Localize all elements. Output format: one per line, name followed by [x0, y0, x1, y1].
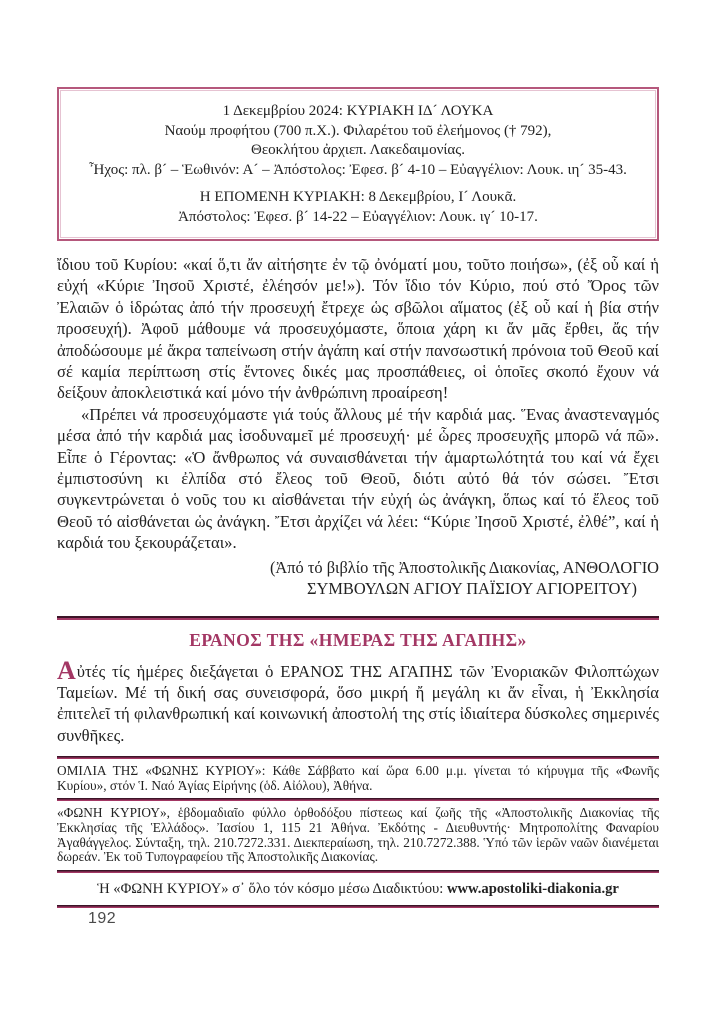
initial-capital: Α: [57, 655, 76, 685]
next-sunday-title: Η ΕΠΟΜΕΝΗ ΚΥΡΙΑΚΗ: 8 Δεκεμβρίου, Ι´ Λουκᾶ.: [199, 189, 517, 205]
article-paragraph-2: «Πρέπει νά προσευχόμαστε γιά τούς ἄλλους μέ τήν καρδιά μας. Ἕνας ἀναστεναγμός μέσα ἀπό τήν καρδιά μας ἰσοδυναμεῖ μέ προσευχή· μέ ὧρες προσευχῆς μπορῶ νά πῶ». Εἶπε ὁ Γέροντας: «Ὁ ἄνθρωπος νά συναισθάνεται τήν ἁμαρτωλότητά του καί νά ἔχει ἐμπιστοσύνη κι ἐλπίδα στό ἔλεος τοῦ Θεοῦ, διότι αὐτό θά τόν σώσει. Ἔτσι συγκεντρώνεται ὁ νοῦς του κι αἰσθάνεται τήν εὐχή ὡς ἀνάγκη, ὅπως καί τό ἔλεος τοῦ Θεοῦ τό αἰσθάνεται ὡς ἀνάγκη. Ἔτσι ἀρχίζει νά λέει: “Κύριε Ἰησοῦ Χριστέ, ἐλθέ”, καί ἡ καρδιά του ξεκουράζεται».: [57, 404, 659, 553]
footer-rule-1: [57, 756, 659, 759]
article-paragraph-1: ἴδιου τοῦ Κυρίου: «καί ὅ,τι ἄν αἰτήσητε ἐν τῷ ὀνόματί μου, τοῦτο ποιήσω», (ἐξ οὗ καί ἡ εὐχή «Κύριε Ἰησοῦ Χριστέ, ἐλέησόν με!»). Τόν ἴδιο τόν Κύριο, πού στό Ὄρος τῶν Ἐλαιῶν ὁ ἱδρώτας ἀπό τήν προσευχή ἔτρεχε ὡς σβῶλοι αἵματος (ἐξ οὗ καί ἡ βία στήν προσευχή). Ἀφοῦ μάθουμε νά προσευχόμαστε, ὅποια χάρη κι ἄν μᾶς ἔρθει, ἄς τήν ἀποδώσουμε μέ ἄκρα ταπείνωση στήν ἀγάπη καί στήν πανσωστική πρόνοια τοῦ Θεοῦ καί σέ καμία περίπτωση στίς ἔντονες δικές μας προσπάθειες, οἱ ὁποῖες σκοπό ἔχουν νά δείξουν ἀποκλειστικά καί μόνο τήν ἀνθρώπινη προαίρεση!: [57, 255, 659, 403]
footer-rule-4: [57, 905, 659, 908]
website-line: [57, 873, 659, 905]
page-content: [57, 0, 659, 908]
eranos-paragraph-text: ὐτές τίς ἡμέρες διεξάγεται ὁ ΕΡΑΝΟΣ ΤΗΣ ΑΓΑΠΗΣ τῶν Ἐνοριακῶν Φιλοπτώχων Ταμείων. Μέ τή δική σας συνεισφορά, ὅσο μικρή ἤ μεγάλη κι ἄν εἶναι, ἡ Ἐκκλησία ἐπιτελεῖ τή φιλανθρωπική καί κοινωνική ἀποστολή της στίς ἰδιαίτερα δύσκολες σημερινές συνθῆκες.: [57, 661, 659, 745]
next-sunday-readings: Ἀπόστολος: Ἐφεσ. β´ 14-22 – Εὐαγγέλιον: Λουκ. ιγ´ 10-17.: [178, 208, 538, 225]
attribution-line-1: (Ἀπό τό βιβλίο τῆς Ἀποστολικῆς Διακονίας, ΑΝΘΟΛΟΓΙΟ: [269, 557, 659, 577]
homily-notice: ΟΜΙΛΙΑ ΤΗΣ «ΦΩΝΗΣ ΚΥΡΙΟΥ»: Κάθε Σάββατο καί ὥρα 6.00 μ.μ. γίνεται τό κήρυγμα τῆς «Φωνῆς Κυρίου», στόν Ἱ. Ναό Ἁγίας Εἰρήνης (ὁδ. Αἰόλου), Ἀθήνα.: [57, 763, 659, 793]
article-body: [57, 254, 659, 600]
eranos-paragraph: [57, 655, 659, 747]
website-url[interactable]: www.apostoliki-diakonia.gr: [446, 880, 619, 897]
section-divider-rule: [57, 616, 659, 620]
attribution-line-2: ΣΥΜΒΟΥΛΩΝ ΑΓΙΟΥ ΠΑΪΣΙΟΥ ΑΓΙΟΡΕΙΤΟΥ): [306, 579, 637, 599]
calendar-saints-line: Ναούμ προφήτου (700 π.Χ.). Φιλαρέτου τοῦ ἐλεήμονος († 792),: [164, 122, 552, 139]
website-line-prefix: Ἡ «ΦΩΝΗ ΚΥΡΙΟΥ» σ᾽ ὅλο τόν κόσμο μέσω Διαδικτύου:: [97, 880, 447, 897]
imprint-notice: «ΦΩΝΗ ΚΥΡΙΟΥ», ἑβδομαδιαῖο φύλλο ὀρθοδόξου πίστεως καί ζωῆς τῆς «Ἀποστολικῆς Διακονίας τῆς Ἐκκλησίας τῆς Ἑλλάδος». Ἰασίου 1, 115 21 Ἀθήνα. Ἐκδότης - Διευθυντής· Μητροπολίτης Φαναρίου Ἀγαθάγγελος. Σύνταξη, τηλ. 210.7272.331. Διεκπεραίωση, τηλ. 210.7272.388. Ὑπό τῶν ἱερῶν ναῶν διανέμεται δωρεάν. Ἐκ τοῦ Τυπογραφείου τῆς Ἀποστολικῆς Διακονίας.: [57, 805, 659, 865]
next-sunday-block: [67, 188, 649, 227]
calendar-readings-line: Ἦχος: πλ. β´ – Ἑωθινόν: Α´ – Ἀπόστολος: Ἐφεσ. β´ 4-10 – Εὐαγγέλιον: Λουκ. ιη´ 35-43.: [89, 161, 627, 178]
page-number: 192: [88, 910, 117, 927]
footer-rule-2: [57, 798, 659, 801]
attribution: [57, 557, 659, 600]
calendar-date-line: 1 Δεκεμβρίου 2024: ΚΥΡΙΑΚΗ ΙΔ´ ΛΟΥΚΑ: [222, 103, 494, 119]
calendar-box: [57, 87, 659, 241]
eranos-heading: ΕΡΑΝΟΣ ΤΗΣ «ΗΜΕΡΑΣ ΤΗΣ ΑΓΑΠΗΣ»: [189, 629, 527, 650]
calendar-saints-line-2: Θεοκλήτου ἀρχιεπ. Λακεδαιμονίας.: [251, 142, 465, 158]
